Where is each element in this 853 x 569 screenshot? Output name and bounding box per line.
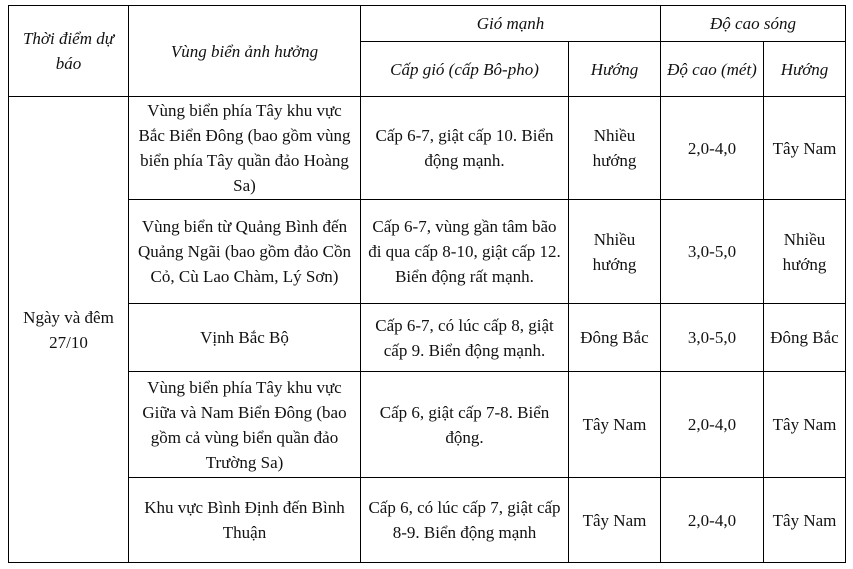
wave-height-cell: 3,0-5,0 — [661, 304, 764, 372]
header-height: Độ cao (mét) — [661, 42, 764, 97]
table-row — [9, 478, 846, 563]
wind-direction-cell: Tây Nam — [569, 478, 661, 563]
wave-height-cell: 2,0-4,0 — [661, 372, 764, 478]
wind-direction-cell: Nhiều hướng — [569, 200, 661, 304]
area-cell: Vịnh Bắc Bộ — [129, 304, 361, 372]
header-time: Thời điểm dự báo — [9, 6, 129, 97]
area-cell: Vùng biển phía Tây khu vực Giữa và Nam Biển Đông (bao gồm cả vùng biển quần đảo Trường Sa) — [129, 372, 361, 478]
wave-direction-cell: Tây Nam — [764, 372, 846, 478]
header-area: Vùng biển ảnh hưởng — [129, 6, 361, 97]
area-cell: Vùng biển phía Tây khu vực Bắc Biển Đông (bao gồm vùng biển phía Tây quần đảo Hoàng Sa) — [129, 97, 361, 200]
area-cell: Vùng biển từ Quảng Bình đến Quảng Ngãi (bao gồm đảo Cồn Cỏ, Cù Lao Chàm, Lý Sơn) — [129, 200, 361, 304]
wind-direction-cell: Nhiều hướng — [569, 97, 661, 200]
wind-level-cell: Cấp 6-7, vùng gần tâm bão đi qua cấp 8-10, giật cấp 12. Biển động rất mạnh. — [361, 200, 569, 304]
wave-direction-cell: Tây Nam — [764, 478, 846, 563]
table-row — [9, 372, 846, 478]
header-row-top — [9, 6, 846, 42]
wave-direction-cell: Nhiều hướng — [764, 200, 846, 304]
wave-direction-cell: Tây Nam — [764, 97, 846, 200]
wind-level-cell: Cấp 6-7, giật cấp 10. Biển động mạnh. — [361, 97, 569, 200]
area-cell: Khu vực Bình Định đến Bình Thuận — [129, 478, 361, 563]
header-wind-direction: Hướng — [569, 42, 661, 97]
header-wave-height: Độ cao sóng — [661, 6, 846, 42]
wave-height-cell: 2,0-4,0 — [661, 97, 764, 200]
header-wind-level: Cấp gió (cấp Bô-pho) — [361, 42, 569, 97]
wind-direction-cell: Tây Nam — [569, 372, 661, 478]
table-row — [9, 200, 846, 304]
wave-direction-cell: Đông Bắc — [764, 304, 846, 372]
wind-direction-cell: Đông Bắc — [569, 304, 661, 372]
header-strong-wind: Gió mạnh — [361, 6, 661, 42]
wind-level-cell: Cấp 6, có lúc cấp 7, giật cấp 8-9. Biển động mạnh — [361, 478, 569, 563]
table-row — [9, 304, 846, 372]
wind-level-cell: Cấp 6, giật cấp 7-8. Biển động. — [361, 372, 569, 478]
wind-level-cell: Cấp 6-7, có lúc cấp 8, giật cấp 9. Biển động mạnh. — [361, 304, 569, 372]
table-row — [9, 97, 846, 200]
wave-height-cell: 2,0-4,0 — [661, 478, 764, 563]
sea-forecast-table — [8, 5, 846, 563]
header-wave-direction: Hướng — [764, 42, 846, 97]
time-cell: Ngày và đêm 27/10 — [9, 97, 129, 563]
wave-height-cell: 3,0-5,0 — [661, 200, 764, 304]
